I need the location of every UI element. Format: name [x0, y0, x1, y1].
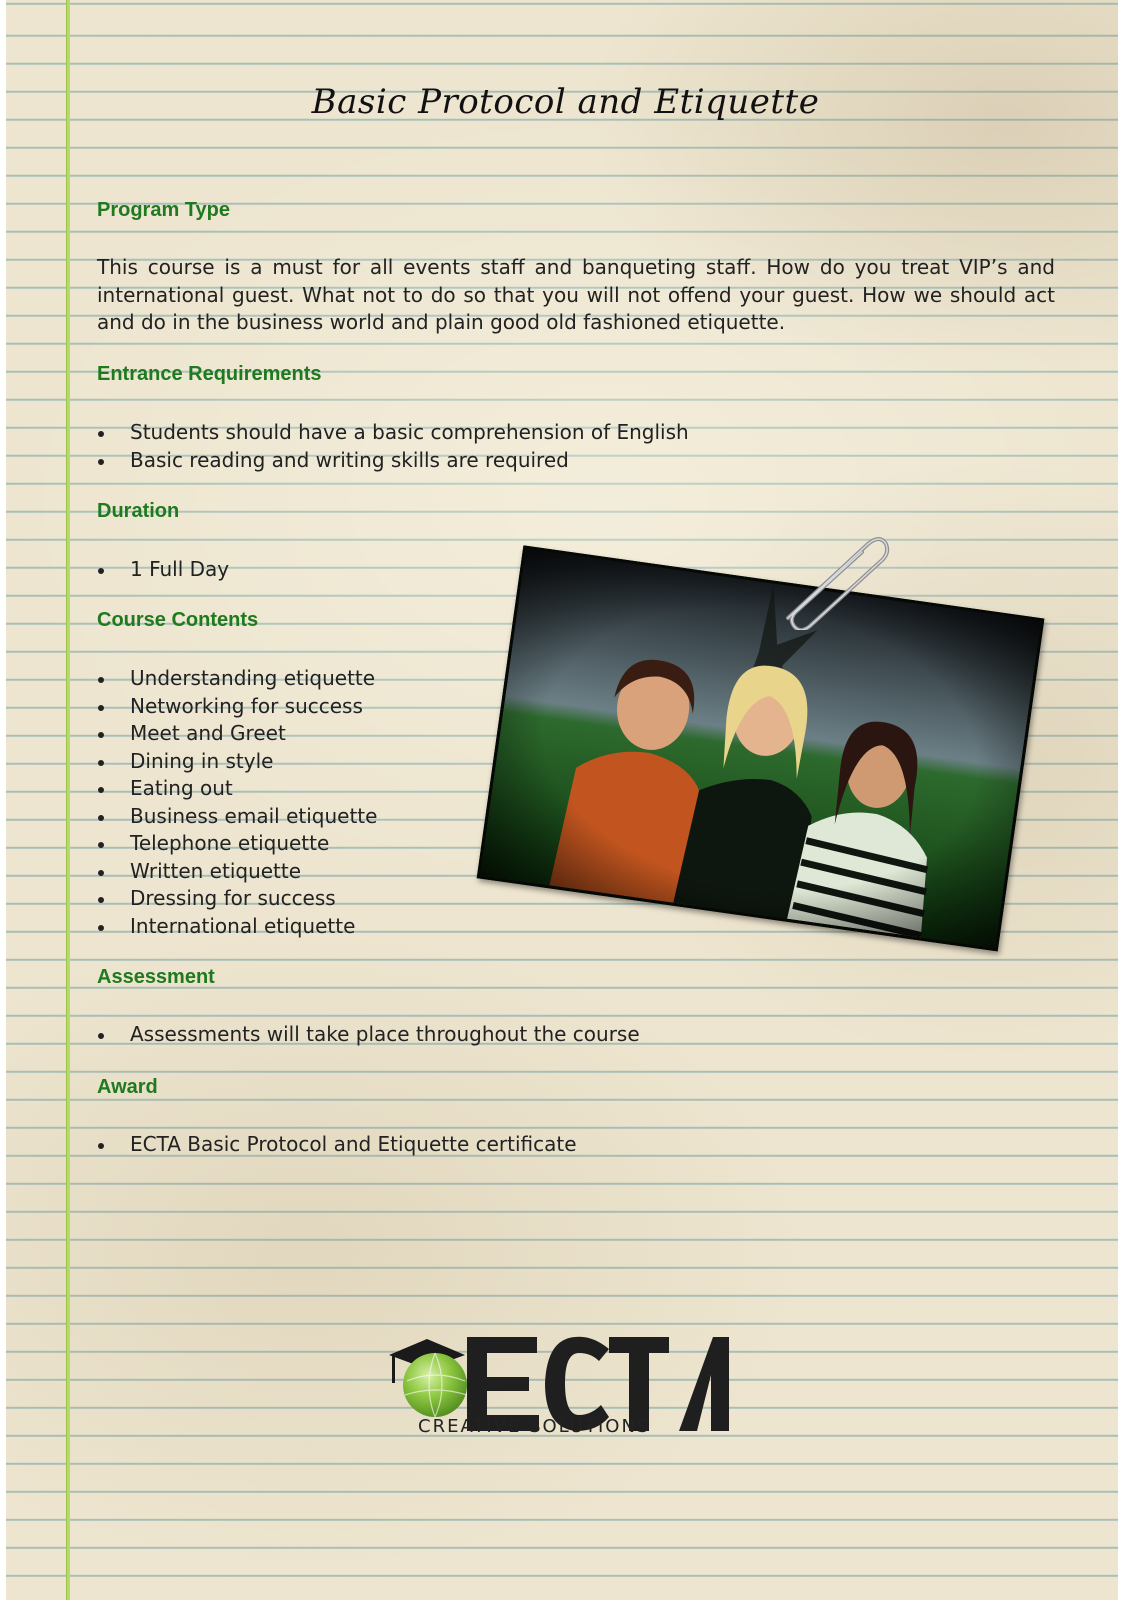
list-item: Basic reading and writing skills are required [97, 447, 689, 475]
globe-icon [403, 1353, 467, 1417]
program-type-description: This course is a must for all events staff and banqueting staff. How do you treat VIP’s and international guest. What not to do so that you will not offend your guest. How we should act and do in the business world and plain good old fashioned etiquette. [97, 255, 1055, 334]
award-list-block [97, 1131, 577, 1159]
duration-list [97, 556, 229, 584]
section-heading: Duration [97, 500, 180, 522]
section-heading: Program Type [97, 199, 230, 221]
list-item: 1 Full Day [97, 556, 229, 584]
section-heading: Assessment [97, 966, 215, 988]
page-title: Basic Protocol and Etiquette [311, 82, 820, 122]
list-item: Understanding etiquette [97, 665, 377, 693]
list-item: Business email etiquette [97, 803, 377, 831]
section-course-contents [97, 609, 258, 632]
course-contents-list [97, 665, 377, 940]
list-item: Students should have a basic comprehension of English [97, 419, 689, 447]
section-entrance-requirements [97, 363, 322, 386]
margin-line [66, 0, 70, 1600]
duration-list-block [97, 556, 229, 584]
list-item: Dining in style [97, 748, 377, 776]
award-list [97, 1131, 577, 1159]
list-item: Written etiquette [97, 858, 377, 886]
list-item: ECTA Basic Protocol and Etiquette certificate [97, 1131, 577, 1159]
list-item: Dressing for success [97, 885, 377, 913]
logo-subtitle: CREATIVE SOLUTIONS [418, 1416, 651, 1437]
section-heading: Award [97, 1076, 158, 1098]
section-program-type [97, 199, 230, 222]
list-item: Assessments will take place throughout the course [97, 1021, 640, 1049]
assessment-list [97, 1021, 640, 1049]
list-item: Telephone etiquette [97, 830, 377, 858]
paperclip-icon [770, 530, 890, 630]
section-assessment [97, 966, 215, 989]
course-contents-list-block [97, 665, 377, 940]
section-award [97, 1076, 158, 1099]
list-item: Networking for success [97, 693, 377, 721]
program-type-description-block [97, 254, 1055, 337]
list-item: Eating out [97, 775, 377, 803]
section-duration [97, 500, 179, 523]
list-item: Meet and Greet [97, 720, 377, 748]
list-item: International etiquette [97, 913, 377, 941]
section-heading: Course Contents [97, 609, 259, 631]
entrance-requirements-list [97, 419, 689, 474]
section-heading: Entrance Requirements [97, 363, 322, 385]
entrance-requirements-list-block [97, 419, 689, 474]
photo-image [480, 549, 1041, 948]
course-photo [478, 545, 1039, 944]
assessment-list-block [97, 1021, 640, 1049]
